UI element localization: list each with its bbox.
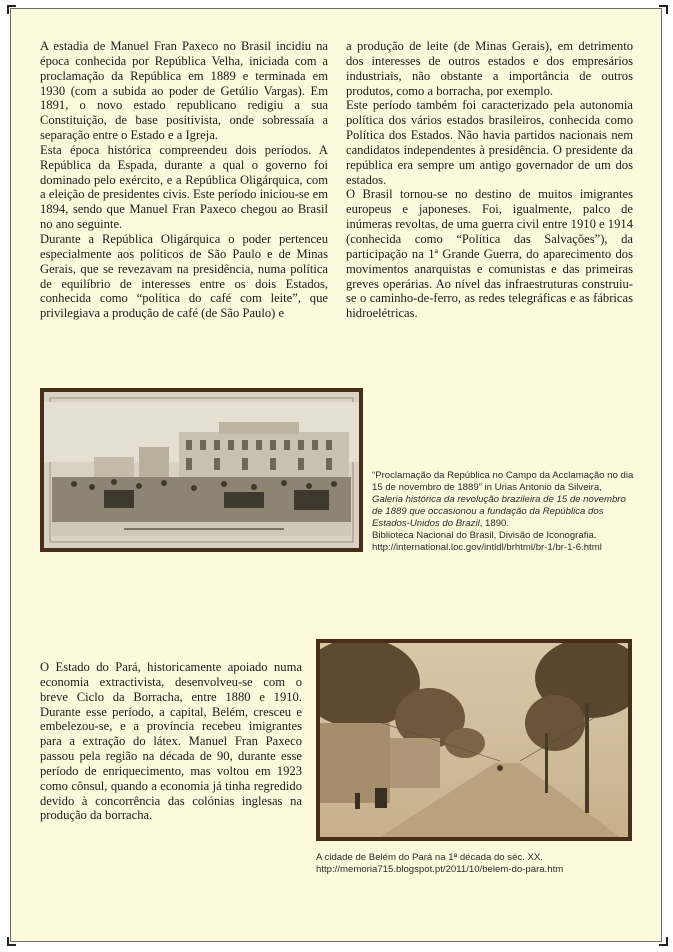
caption-url: http://international.loc.gov/intldl/brhtml/br-1/br-1-6.html bbox=[372, 542, 602, 553]
paragraph: a produção de leite (de Minas Gerais), em detrimento dos interesses de outros estados e dos empresários industriais, não obstante a importância de outros produtos, como a borracha, por exemplo. bbox=[346, 39, 633, 98]
right-text-column bbox=[346, 39, 633, 321]
left-text-column bbox=[40, 39, 328, 321]
corner-mark bbox=[7, 5, 16, 14]
proclamation-engraving-image bbox=[40, 388, 363, 552]
para-state-text bbox=[40, 660, 302, 823]
caption-citation: “Proclamação da República no Campo da Acclamação no dia 15 de novembro de 1889” in Urias Antonio da Silveira, Galeria histórica da revolução brazileira de 15 de novembro de 1889 que occasionou a fundação da República dos Estados-Unidos do Brazil, 1890. bbox=[372, 470, 634, 529]
paragraph: Esta época histórica compreendeu dois períodos. A República da Espada, durante a qual o governo foi dominado pelo exército, e a República Oligárquica, com a eleição de presidentes civis. Este período iniciou-se em 1894, sendo que Manuel Fran Paxeco chegou ao Brasil no ano seguinte. bbox=[40, 142, 328, 232]
paragraph: A estadia de Manuel Fran Paxeco no Brasil incidiu na época conhecida por República Velha, iniciada com a proclamação da República em 1889 e terminada em 1930 (com a subida ao poder de Getúlio Vargas). Em 1891, o novo estado republicano redigiu a sua Constituição, de base positivista, onde sobressaía a separação entre o Estado e a Igreja. bbox=[40, 39, 328, 143]
caption-description: A cidade de Belém do Pará na 1ª década do séc. XX. bbox=[316, 852, 544, 863]
paragraph: Durante a República Oligárquica o poder pertenceu especialmente aos políticos de São Paulo e de Minas Gerais, que se revezavam na presidência, numa política de equilíbrio de interesses entre os dois Estados, conhecida como “política do café com leite”, que privilegiava a produção de café (de São Paulo) e bbox=[40, 231, 328, 321]
image-caption-belem bbox=[316, 852, 616, 876]
paragraph: O Estado do Pará, historicamente apoiado numa economia extractivista, desenvolveu-se com o breve Ciclo da Borracha, entre 1880 e 1910. Durante esse período, a capital, Belém, cresceu e embelezou-se, e a província recebeu imigrantes para a extração do látex. Manuel Fran Paxeco passou pela região na década de 90, durante esse período de enriquecimento, mas voltou em 1923 como cônsul, quando a economia já tinha regredido devido à concorrência das colónias inglesas na produção da borracha. bbox=[40, 660, 302, 823]
paragraph: O Brasil tornou-se no destino de muitos imigrantes europeus e japoneses. Foi, igualmente, palco de inúmeras revoltas, de uma guerra civil entre 1910 e 1914 (conhecida como “Política das Salvações”), da participação na 1ª Grande Guerra, do aparecimento dos movimentos anarquistas e comunistas e das primeiras greves operárias. Ao nível das infraestruturas construiu-se o caminho-de-ferro, as redes telegráficas e as fábricas hidroelétricas. bbox=[346, 187, 633, 321]
corner-mark bbox=[659, 5, 668, 14]
caption-book-title: Galeria histórica da revolução brazileira de 15 de novembro de 1889 que occasionou a fundação da República dos Estados-Unidos do Brazil bbox=[372, 494, 626, 529]
caption-source: Biblioteca Nacional do Brasil, Divisão de Iconografia. bbox=[372, 530, 597, 541]
caption-url: http://memoria715.blogspot.pt/2011/10/belem-do-para.htm bbox=[316, 864, 564, 875]
image-caption-proclamation bbox=[372, 470, 634, 554]
paragraph: Este período também foi caracterizado pela autonomia política dos vários estados brasileiros, conhecida como Política dos Estados. Não havia partidos nacionais nem candidatos independentes à presidência. O presidente da república era sempre um antigo governador de um dos estados. bbox=[346, 98, 633, 187]
corner-mark bbox=[659, 937, 668, 946]
belem-street-photo bbox=[316, 639, 632, 841]
corner-mark bbox=[7, 937, 16, 946]
